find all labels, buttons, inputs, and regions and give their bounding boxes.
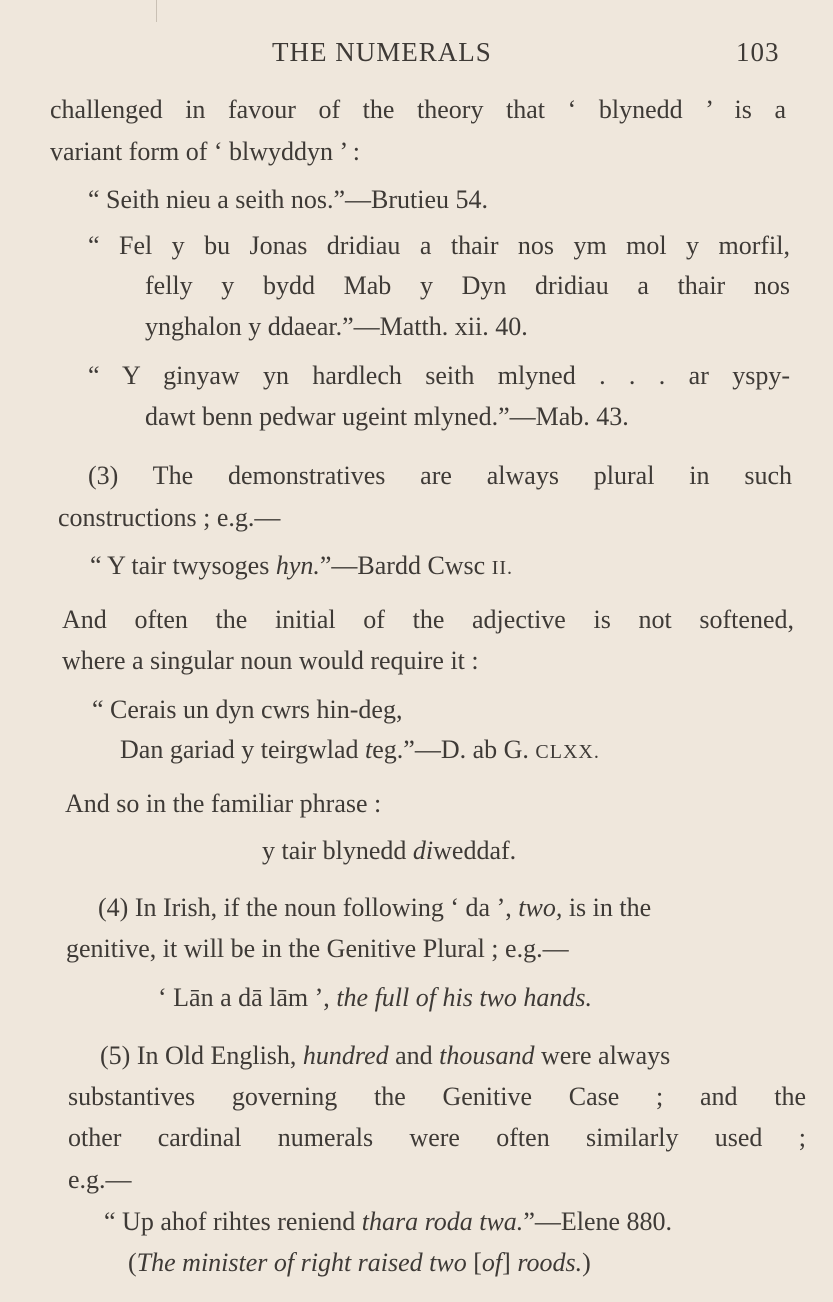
quotation-line: “ Y tair twysoges hyn.”—Bardd Cwsc II. — [90, 551, 514, 580]
example-line: ‘ Lān a dā lām ’, the full of his two hands. — [158, 983, 592, 1012]
paragraph-line: And often the initial of the adjective is not softened, — [62, 605, 794, 634]
page-crease — [156, 0, 157, 22]
paragraph-line: (5) In Old English, hundred and thousand were always — [100, 1041, 671, 1070]
paragraph-line: e.g.— — [68, 1165, 132, 1194]
translation-line: (The minister of right raised two [of] roods.) — [128, 1248, 591, 1277]
running-head: THE NUMERALS — [272, 37, 492, 67]
text-line: challenged in favour of the theory that ‘ blynedd ’ is a — [50, 95, 786, 124]
quotation-line: “ Fel y bu Jonas dridiau a thair nos ym mol y morfil, — [88, 231, 790, 260]
paragraph-line: other cardinal numerals were often similarly used ; — [68, 1123, 806, 1152]
page-number: 103 — [736, 37, 780, 67]
verse-line: Dan gariad y teirgwlad teg.”—D. ab G. CLXX. — [120, 735, 600, 764]
paragraph-line: constructions ; e.g.— — [58, 503, 281, 532]
paragraph-line: (3) The demonstratives are always plural in such — [88, 461, 792, 490]
quotation-line: “ Y ginyaw yn hardlech seith mlyned . . . ar yspy- — [88, 361, 790, 390]
phrase-line: y tair blynedd diweddaf. — [262, 836, 517, 865]
verse-line: “ Cerais un dyn cwrs hin-deg, — [92, 695, 403, 724]
quotation-line: “ Seith nieu a seith nos.”—Brutieu 54. — [88, 185, 489, 214]
text-line: variant form of ‘ blwyddyn ’ : — [50, 137, 360, 166]
quotation-line: “ Up ahof rihtes reniend thara roda twa.”—Elene 880. — [104, 1207, 673, 1236]
quotation-line: ynghalon y ddaear.”—Matth. xii. 40. — [145, 312, 528, 341]
paragraph-line: And so in the familiar phrase : — [65, 789, 382, 818]
paragraph-line: (4) In Irish, if the noun following ‘ da ’, two, is in the — [98, 893, 652, 922]
paragraph-line: substantives governing the Genitive Case ; and the — [68, 1082, 806, 1111]
paragraph-line: where a singular noun would require it : — [62, 646, 479, 675]
quotation-line: felly y bydd Mab y Dyn dridiau a thair nos — [145, 271, 790, 300]
paragraph-line: genitive, it will be in the Genitive Plural ; e.g.— — [66, 934, 569, 963]
quotation-line: dawt benn pedwar ugeint mlyned.”—Mab. 43. — [145, 402, 629, 431]
